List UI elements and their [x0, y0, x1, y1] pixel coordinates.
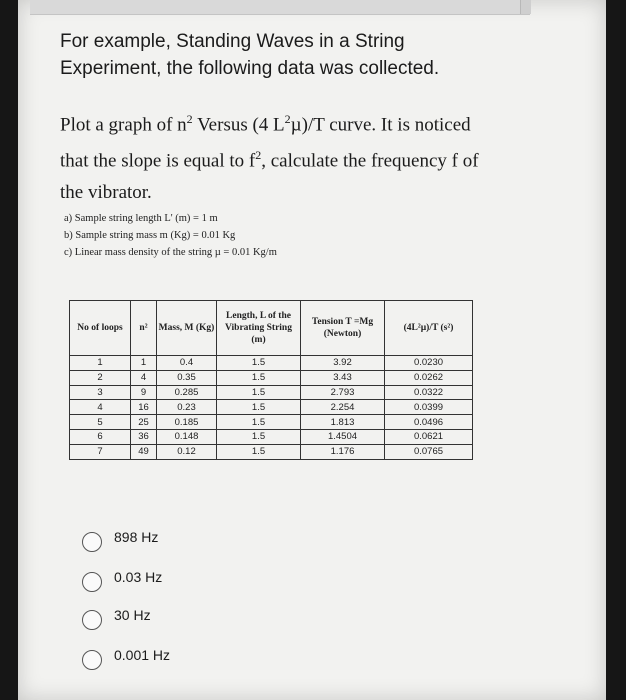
option-0-001-hz[interactable] [82, 647, 342, 674]
table-cell: 1.813 [301, 415, 385, 430]
table-cell: 6 [70, 429, 131, 444]
table-cell: 25 [131, 415, 157, 430]
option-0-03-hz[interactable] [82, 569, 342, 596]
table-cell: 2.793 [301, 385, 385, 400]
option-label: 0.001 Hz [114, 647, 171, 663]
table-cell: 36 [131, 429, 157, 444]
table-row [70, 429, 473, 444]
table-cell: 1.176 [301, 444, 385, 459]
table-row [70, 356, 473, 371]
header-length: Length, L of the Vibrating String (m) [217, 301, 301, 356]
table-cell: 0.0262 [385, 370, 473, 385]
table-cell: 3.92 [301, 356, 385, 371]
table-cell: 3.43 [301, 370, 385, 385]
table-row [70, 444, 473, 459]
table-row [70, 400, 473, 415]
table-cell: 0.285 [157, 385, 217, 400]
radio-button[interactable] [82, 532, 102, 552]
sample-specs [64, 210, 484, 261]
table-cell: 1.5 [217, 444, 301, 459]
table-cell: 1.4504 [301, 429, 385, 444]
table-cell: 0.0621 [385, 429, 473, 444]
table-cell: 0.148 [157, 429, 217, 444]
spec-density: c) Linear mass density of the string µ = 0.01 Kg/m [64, 247, 277, 258]
spec-mass: b) Sample string mass m (Kg) = 0.01 Kg [64, 230, 236, 241]
table-cell: 0.4 [157, 356, 217, 371]
table-cell: 2.254 [301, 400, 385, 415]
table-cell: 0.0322 [385, 385, 473, 400]
table-cell: 1.5 [217, 356, 301, 371]
option-898-hz[interactable] [82, 529, 342, 556]
radio-button[interactable] [82, 650, 102, 670]
table-header-row [70, 301, 473, 356]
table-cell: 0.0230 [385, 356, 473, 371]
table-row [70, 370, 473, 385]
table-cell: 0.23 [157, 400, 217, 415]
header-ratio: (4L²µ)/T (s²) [385, 301, 473, 356]
table-cell: 1.5 [217, 370, 301, 385]
header-mass: Mass, M (Kg) [157, 301, 217, 356]
top-edge-bar [30, 0, 530, 15]
table-cell: 3 [70, 385, 131, 400]
spec-length: a) Sample string length L' (m) = 1 m [64, 213, 218, 224]
table-cell: 0.185 [157, 415, 217, 430]
header-n-squared: n² [131, 301, 157, 356]
header-loops: No of loops [70, 301, 131, 356]
table-cell: 4 [70, 400, 131, 415]
table-cell: 1.5 [217, 415, 301, 430]
option-30-hz[interactable] [82, 607, 342, 634]
table-cell: 0.35 [157, 370, 217, 385]
table-cell: 0.12 [157, 444, 217, 459]
table-cell: 9 [131, 385, 157, 400]
data-table [69, 300, 473, 460]
table-cell: 4 [131, 370, 157, 385]
table-cell: 7 [70, 444, 131, 459]
top-edge-tip [520, 0, 531, 14]
table-cell: 1.5 [217, 429, 301, 444]
table-cell: 1.5 [217, 400, 301, 415]
table-row [70, 415, 473, 430]
option-label: 30 Hz [114, 607, 151, 623]
header-tension: Tension T =Mg (Newton) [301, 301, 385, 356]
table-cell: 1.5 [217, 385, 301, 400]
table-row [70, 385, 473, 400]
table-cell: 5 [70, 415, 131, 430]
table-cell: 49 [131, 444, 157, 459]
table-cell: 0.0399 [385, 400, 473, 415]
table-cell: 2 [70, 370, 131, 385]
table-cell: 1 [70, 356, 131, 371]
problem-heading: For example, Standing Waves in a String Experiment, the following data was collected. [60, 31, 440, 79]
option-label: 898 Hz [114, 529, 159, 545]
radio-button[interactable] [82, 610, 102, 630]
table-cell: 0.0496 [385, 415, 473, 430]
option-label: 0.03 Hz [114, 569, 163, 585]
question-text: Plot a graph of $n^2$ Versus (4 $L^2\mu)/T$ curve. It is noticed that the slope is equal to $f^2$, calculate the frequency f of the vibrator. [60, 112, 479, 203]
table-cell: 1 [131, 356, 157, 371]
table-cell: 0.0765 [385, 444, 473, 459]
radio-button[interactable] [82, 572, 102, 592]
table-cell: 16 [131, 400, 157, 415]
